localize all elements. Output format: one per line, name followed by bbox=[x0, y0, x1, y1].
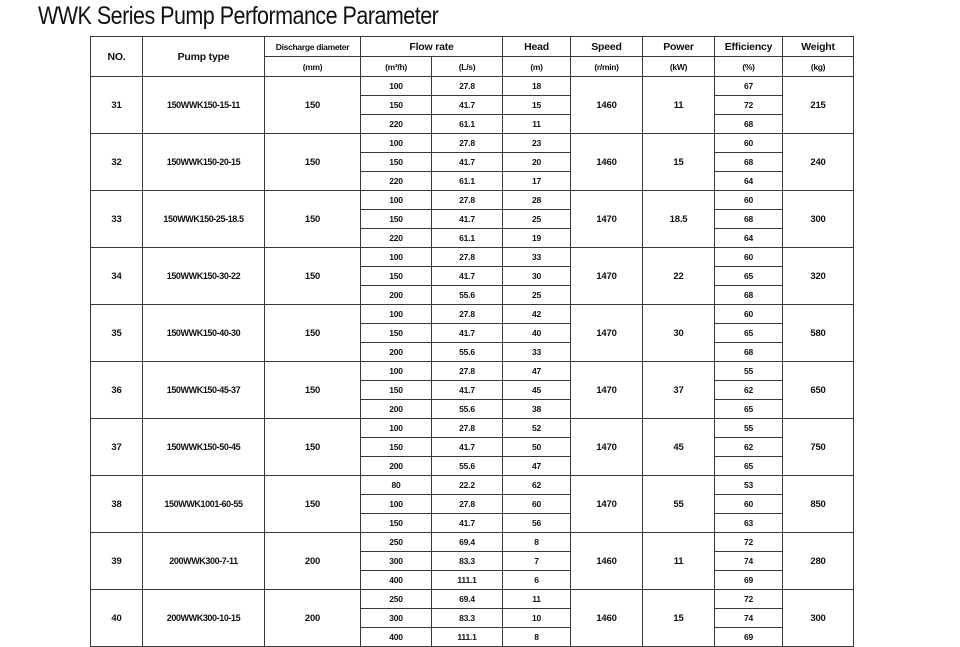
power: 55 bbox=[643, 476, 715, 533]
efficiency: 72 bbox=[715, 96, 783, 115]
table-row bbox=[91, 533, 854, 552]
speed: 1470 bbox=[571, 191, 643, 248]
pump-no: 33 bbox=[91, 191, 143, 248]
table-row bbox=[91, 248, 854, 267]
head: 47 bbox=[503, 457, 571, 476]
efficiency: 68 bbox=[715, 343, 783, 362]
power: 15 bbox=[643, 134, 715, 191]
flow-ls: 61.1 bbox=[432, 172, 503, 191]
efficiency: 64 bbox=[715, 229, 783, 248]
discharge-diameter: 150 bbox=[265, 191, 361, 248]
head: 33 bbox=[503, 248, 571, 267]
pump-type: 200WWK300-10-15 bbox=[143, 590, 265, 647]
flow-m3h: 100 bbox=[361, 305, 432, 324]
weight: 850 bbox=[783, 476, 854, 533]
efficiency: 68 bbox=[715, 210, 783, 229]
speed: 1460 bbox=[571, 77, 643, 134]
flow-ls: 41.7 bbox=[432, 153, 503, 172]
flow-m3h: 100 bbox=[361, 191, 432, 210]
flow-ls: 27.8 bbox=[432, 305, 503, 324]
weight: 650 bbox=[783, 362, 854, 419]
speed: 1470 bbox=[571, 419, 643, 476]
flow-ls: 41.7 bbox=[432, 210, 503, 229]
pump-type: 150WWK1001-60-55 bbox=[143, 476, 265, 533]
head: 20 bbox=[503, 153, 571, 172]
speed: 1470 bbox=[571, 305, 643, 362]
head: 8 bbox=[503, 533, 571, 552]
unit-flow-m3h: (m³/h) bbox=[361, 57, 432, 77]
flow-m3h: 100 bbox=[361, 77, 432, 96]
flow-m3h: 100 bbox=[361, 419, 432, 438]
flow-m3h: 220 bbox=[361, 229, 432, 248]
col-header-discharge: Discharge diameter bbox=[265, 37, 361, 57]
weight: 215 bbox=[783, 77, 854, 134]
efficiency: 68 bbox=[715, 153, 783, 172]
power: 22 bbox=[643, 248, 715, 305]
pump-type: 150WWK150-40-30 bbox=[143, 305, 265, 362]
flow-m3h: 400 bbox=[361, 571, 432, 590]
head: 11 bbox=[503, 590, 571, 609]
table-row bbox=[91, 305, 854, 324]
flow-m3h: 150 bbox=[361, 381, 432, 400]
discharge-diameter: 150 bbox=[265, 248, 361, 305]
flow-m3h: 200 bbox=[361, 457, 432, 476]
weight: 300 bbox=[783, 590, 854, 647]
pump-type: 150WWK150-20-15 bbox=[143, 134, 265, 191]
flow-m3h: 150 bbox=[361, 153, 432, 172]
power: 45 bbox=[643, 419, 715, 476]
weight: 300 bbox=[783, 191, 854, 248]
weight: 240 bbox=[783, 134, 854, 191]
flow-ls: 27.8 bbox=[432, 77, 503, 96]
flow-m3h: 200 bbox=[361, 286, 432, 305]
flow-ls: 41.7 bbox=[432, 381, 503, 400]
flow-ls: 22.2 bbox=[432, 476, 503, 495]
head: 56 bbox=[503, 514, 571, 533]
flow-m3h: 150 bbox=[361, 324, 432, 343]
head: 45 bbox=[503, 381, 571, 400]
efficiency: 53 bbox=[715, 476, 783, 495]
head: 25 bbox=[503, 210, 571, 229]
discharge-diameter: 150 bbox=[265, 419, 361, 476]
efficiency: 69 bbox=[715, 571, 783, 590]
flow-ls: 27.8 bbox=[432, 191, 503, 210]
flow-ls: 41.7 bbox=[432, 96, 503, 115]
flow-m3h: 100 bbox=[361, 248, 432, 267]
speed: 1460 bbox=[571, 134, 643, 191]
head: 6 bbox=[503, 571, 571, 590]
pump-type: 150WWK150-50-45 bbox=[143, 419, 265, 476]
head: 8 bbox=[503, 628, 571, 647]
unit-flow-ls: (L/s) bbox=[432, 57, 503, 77]
table-row bbox=[91, 476, 854, 495]
head: 25 bbox=[503, 286, 571, 305]
flow-m3h: 150 bbox=[361, 210, 432, 229]
col-header-power: Power bbox=[643, 37, 715, 57]
flow-m3h: 150 bbox=[361, 438, 432, 457]
efficiency: 63 bbox=[715, 514, 783, 533]
discharge-diameter: 150 bbox=[265, 305, 361, 362]
efficiency: 65 bbox=[715, 267, 783, 286]
discharge-diameter: 200 bbox=[265, 533, 361, 590]
table-row bbox=[91, 419, 854, 438]
flow-ls: 55.6 bbox=[432, 400, 503, 419]
unit-power: (kW) bbox=[643, 57, 715, 77]
col-header-flow: Flow rate bbox=[361, 37, 503, 57]
head: 28 bbox=[503, 191, 571, 210]
efficiency: 65 bbox=[715, 457, 783, 476]
col-header-pump-type: Pump type bbox=[143, 37, 265, 77]
flow-ls: 83.3 bbox=[432, 609, 503, 628]
unit-speed: (r/min) bbox=[571, 57, 643, 77]
efficiency: 74 bbox=[715, 552, 783, 571]
head: 40 bbox=[503, 324, 571, 343]
flow-m3h: 300 bbox=[361, 552, 432, 571]
pump-no: 37 bbox=[91, 419, 143, 476]
flow-ls: 27.8 bbox=[432, 362, 503, 381]
flow-m3h: 250 bbox=[361, 533, 432, 552]
flow-ls: 111.1 bbox=[432, 571, 503, 590]
flow-m3h: 100 bbox=[361, 134, 432, 153]
head: 19 bbox=[503, 229, 571, 248]
efficiency: 60 bbox=[715, 495, 783, 514]
power: 15 bbox=[643, 590, 715, 647]
efficiency: 69 bbox=[715, 628, 783, 647]
head: 30 bbox=[503, 267, 571, 286]
flow-ls: 27.8 bbox=[432, 419, 503, 438]
unit-head: (m) bbox=[503, 57, 571, 77]
pump-no: 39 bbox=[91, 533, 143, 590]
flow-ls: 55.6 bbox=[432, 286, 503, 305]
performance-table bbox=[90, 36, 854, 647]
flow-m3h: 150 bbox=[361, 96, 432, 115]
discharge-diameter: 200 bbox=[265, 590, 361, 647]
flow-ls: 111.1 bbox=[432, 628, 503, 647]
efficiency: 65 bbox=[715, 324, 783, 343]
flow-ls: 61.1 bbox=[432, 115, 503, 134]
power: 37 bbox=[643, 362, 715, 419]
col-header-speed: Speed bbox=[571, 37, 643, 57]
pump-type: 150WWK150-25-18.5 bbox=[143, 191, 265, 248]
pump-no: 35 bbox=[91, 305, 143, 362]
speed: 1470 bbox=[571, 248, 643, 305]
head: 38 bbox=[503, 400, 571, 419]
flow-m3h: 100 bbox=[361, 495, 432, 514]
efficiency: 62 bbox=[715, 438, 783, 457]
head: 52 bbox=[503, 419, 571, 438]
pump-no: 40 bbox=[91, 590, 143, 647]
flow-ls: 61.1 bbox=[432, 229, 503, 248]
pump-type: 150WWK150-15-11 bbox=[143, 77, 265, 134]
table-body bbox=[91, 77, 854, 647]
flow-ls: 55.6 bbox=[432, 343, 503, 362]
efficiency: 64 bbox=[715, 172, 783, 191]
head: 10 bbox=[503, 609, 571, 628]
efficiency: 67 bbox=[715, 77, 783, 96]
flow-ls: 27.8 bbox=[432, 248, 503, 267]
pump-no: 38 bbox=[91, 476, 143, 533]
efficiency: 60 bbox=[715, 248, 783, 267]
discharge-diameter: 150 bbox=[265, 134, 361, 191]
head: 60 bbox=[503, 495, 571, 514]
unit-efficiency: (%) bbox=[715, 57, 783, 77]
pump-type: 150WWK150-30-22 bbox=[143, 248, 265, 305]
flow-ls: 69.4 bbox=[432, 533, 503, 552]
flow-ls: 55.6 bbox=[432, 457, 503, 476]
efficiency: 60 bbox=[715, 305, 783, 324]
weight: 580 bbox=[783, 305, 854, 362]
head: 15 bbox=[503, 96, 571, 115]
efficiency: 72 bbox=[715, 533, 783, 552]
pump-no: 32 bbox=[91, 134, 143, 191]
flow-m3h: 300 bbox=[361, 609, 432, 628]
speed: 1460 bbox=[571, 533, 643, 590]
flow-m3h: 150 bbox=[361, 514, 432, 533]
discharge-diameter: 150 bbox=[265, 476, 361, 533]
table-row bbox=[91, 191, 854, 210]
efficiency: 62 bbox=[715, 381, 783, 400]
flow-ls: 41.7 bbox=[432, 324, 503, 343]
flow-ls: 27.8 bbox=[432, 134, 503, 153]
unit-discharge: (mm) bbox=[265, 57, 361, 77]
head: 62 bbox=[503, 476, 571, 495]
flow-ls: 41.7 bbox=[432, 267, 503, 286]
head: 7 bbox=[503, 552, 571, 571]
efficiency: 68 bbox=[715, 115, 783, 134]
flow-m3h: 220 bbox=[361, 115, 432, 134]
head: 17 bbox=[503, 172, 571, 191]
efficiency: 55 bbox=[715, 362, 783, 381]
flow-m3h: 250 bbox=[361, 590, 432, 609]
pump-no: 36 bbox=[91, 362, 143, 419]
weight: 320 bbox=[783, 248, 854, 305]
head: 33 bbox=[503, 343, 571, 362]
power: 30 bbox=[643, 305, 715, 362]
flow-m3h: 200 bbox=[361, 343, 432, 362]
head: 18 bbox=[503, 77, 571, 96]
col-header-weight: Weight bbox=[783, 37, 854, 57]
flow-m3h: 80 bbox=[361, 476, 432, 495]
unit-weight: (kg) bbox=[783, 57, 854, 77]
col-header-head: Head bbox=[503, 37, 571, 57]
head: 23 bbox=[503, 134, 571, 153]
head: 42 bbox=[503, 305, 571, 324]
flow-ls: 83.3 bbox=[432, 552, 503, 571]
flow-ls: 41.7 bbox=[432, 514, 503, 533]
pump-no: 31 bbox=[91, 77, 143, 134]
power: 18.5 bbox=[643, 191, 715, 248]
speed: 1470 bbox=[571, 362, 643, 419]
weight: 280 bbox=[783, 533, 854, 590]
speed: 1460 bbox=[571, 590, 643, 647]
flow-m3h: 400 bbox=[361, 628, 432, 647]
efficiency: 65 bbox=[715, 400, 783, 419]
power: 11 bbox=[643, 77, 715, 134]
col-header-efficiency: Efficiency bbox=[715, 37, 783, 57]
table-row bbox=[91, 134, 854, 153]
pump-type: 150WWK150-45-37 bbox=[143, 362, 265, 419]
table-row bbox=[91, 362, 854, 381]
head: 47 bbox=[503, 362, 571, 381]
flow-ls: 27.8 bbox=[432, 495, 503, 514]
efficiency: 74 bbox=[715, 609, 783, 628]
efficiency: 60 bbox=[715, 134, 783, 153]
flow-m3h: 220 bbox=[361, 172, 432, 191]
efficiency: 68 bbox=[715, 286, 783, 305]
discharge-diameter: 150 bbox=[265, 77, 361, 134]
table-row bbox=[91, 590, 854, 609]
head: 50 bbox=[503, 438, 571, 457]
flow-m3h: 100 bbox=[361, 362, 432, 381]
pump-type: 200WWK300-7-11 bbox=[143, 533, 265, 590]
table-row bbox=[91, 77, 854, 96]
power: 11 bbox=[643, 533, 715, 590]
efficiency: 60 bbox=[715, 191, 783, 210]
flow-ls: 41.7 bbox=[432, 438, 503, 457]
discharge-diameter: 150 bbox=[265, 362, 361, 419]
head: 11 bbox=[503, 115, 571, 134]
efficiency: 55 bbox=[715, 419, 783, 438]
col-header-no: NO. bbox=[91, 37, 143, 77]
flow-ls: 69.4 bbox=[432, 590, 503, 609]
speed: 1470 bbox=[571, 476, 643, 533]
weight: 750 bbox=[783, 419, 854, 476]
table-header bbox=[91, 37, 854, 77]
flow-m3h: 150 bbox=[361, 267, 432, 286]
flow-m3h: 200 bbox=[361, 400, 432, 419]
efficiency: 72 bbox=[715, 590, 783, 609]
page-title: WWK Series Pump Performance Parameter bbox=[38, 2, 439, 30]
pump-no: 34 bbox=[91, 248, 143, 305]
